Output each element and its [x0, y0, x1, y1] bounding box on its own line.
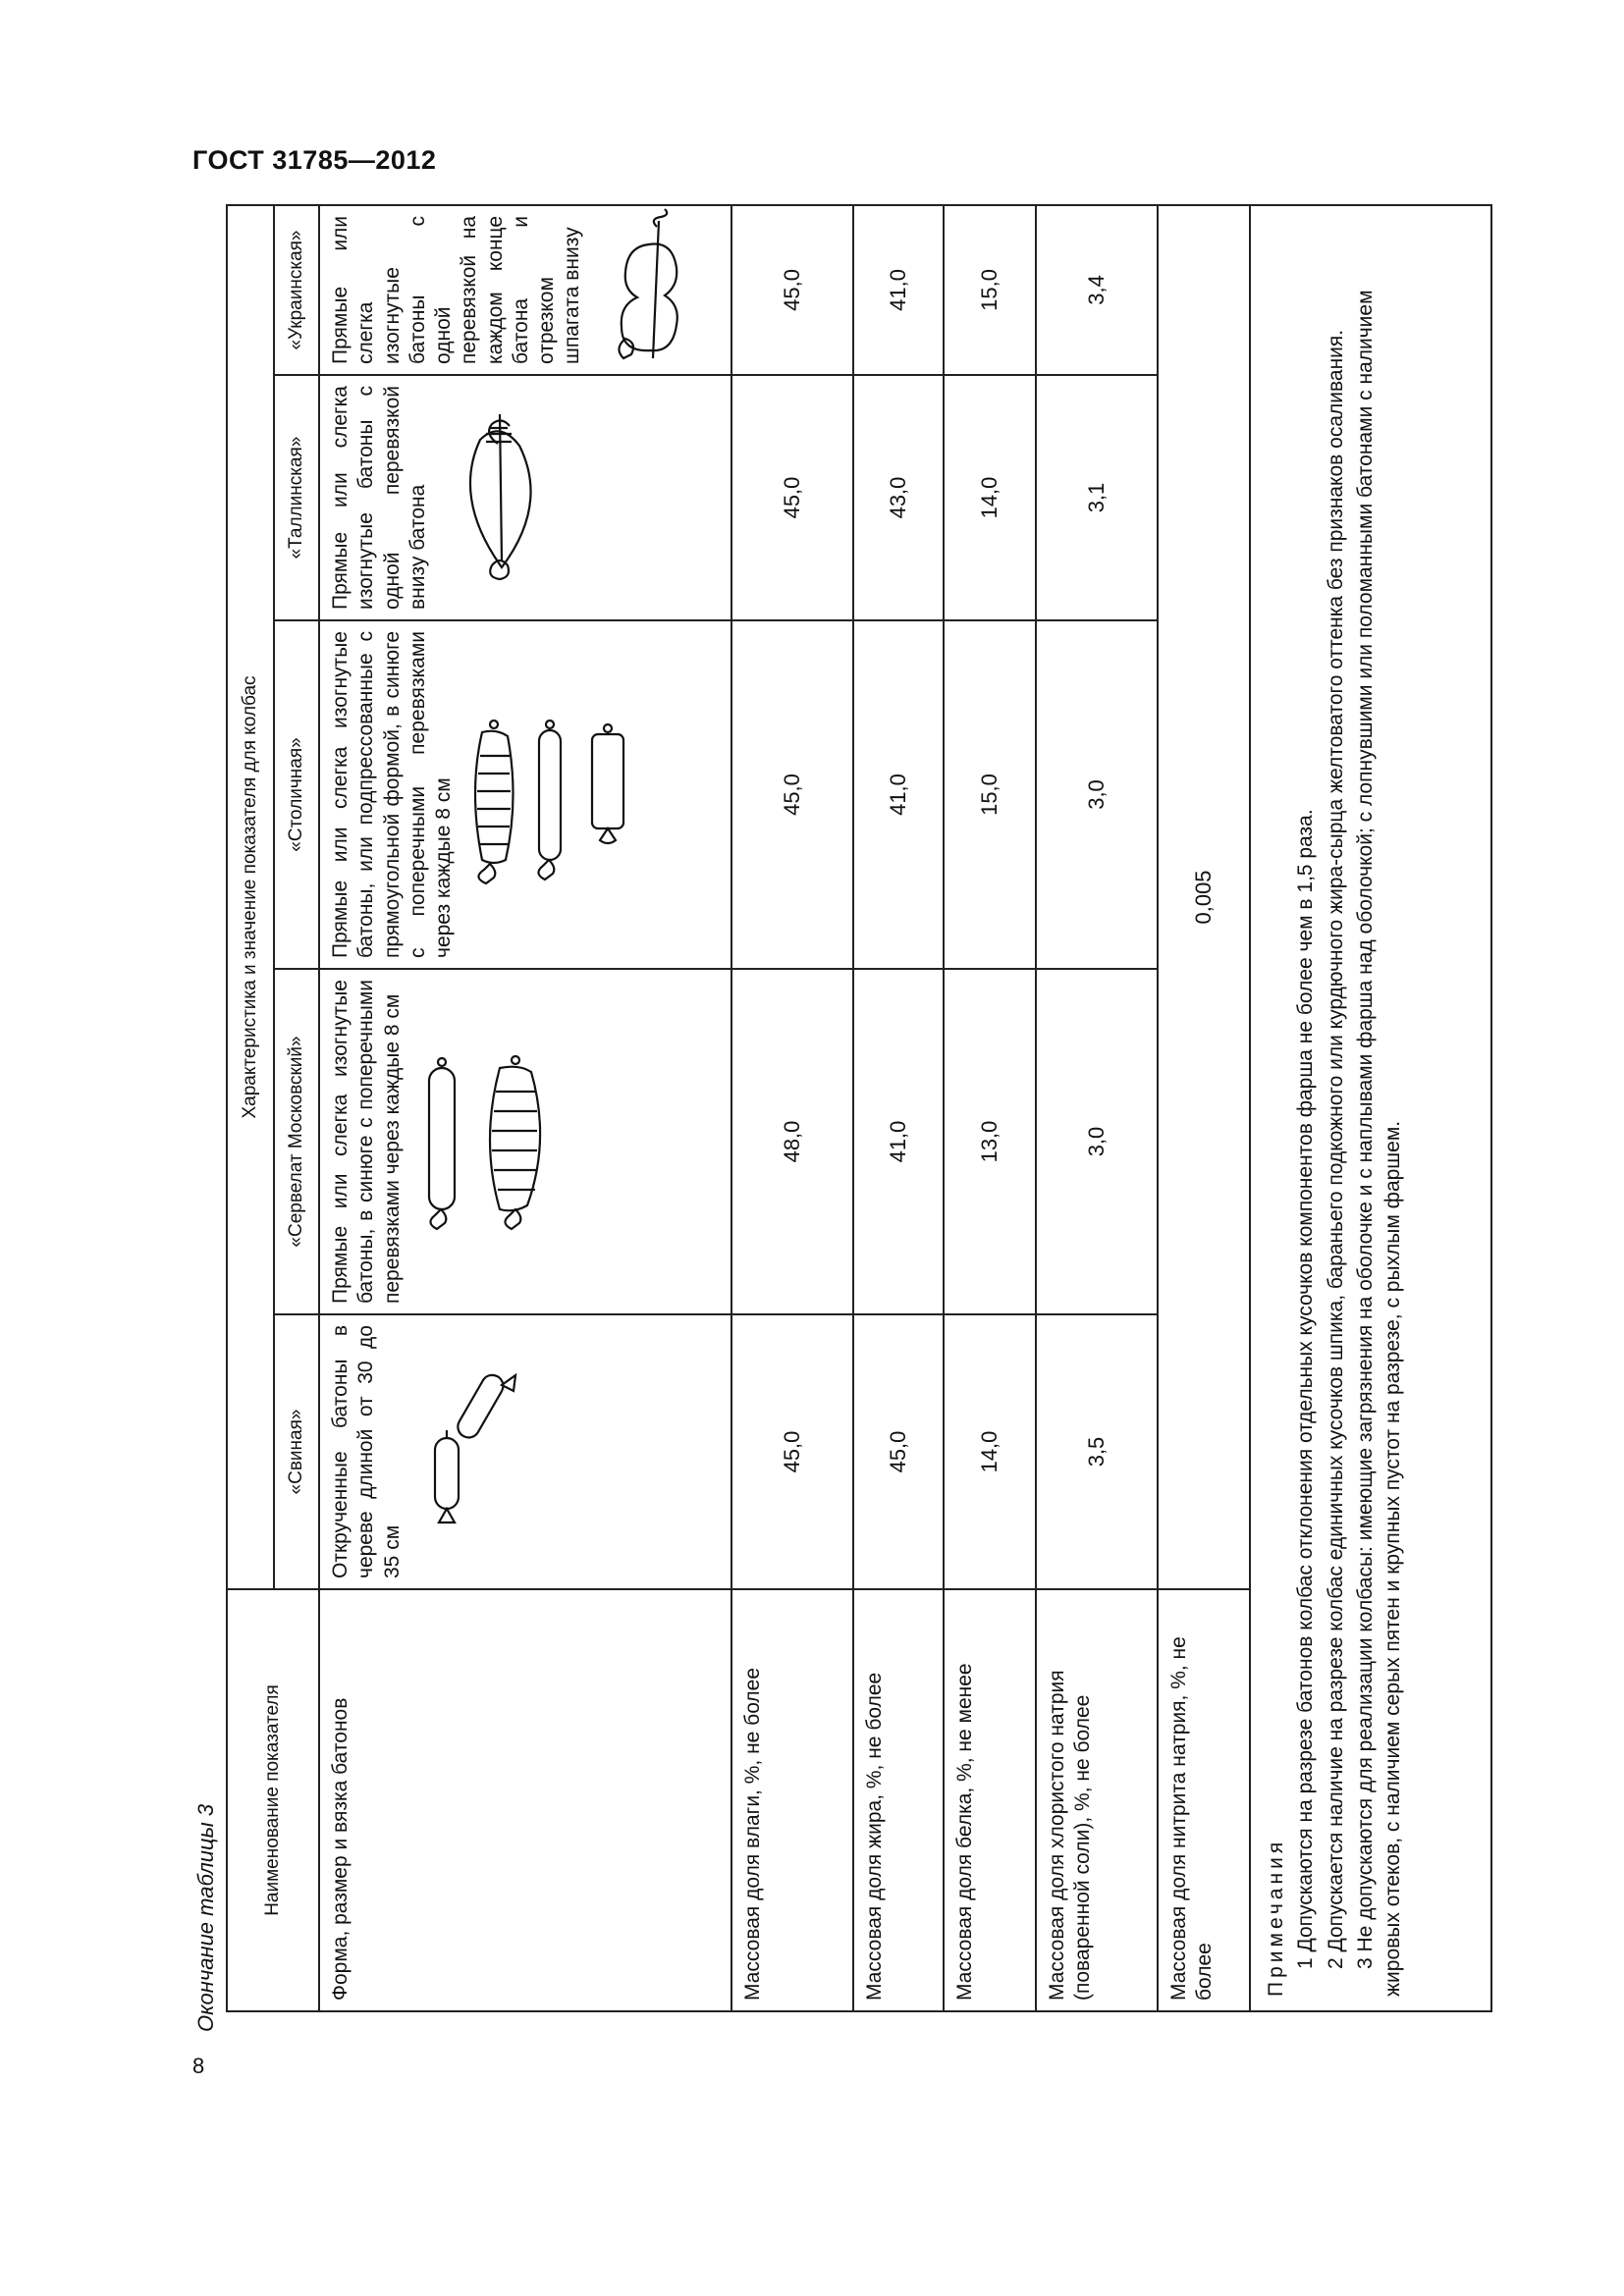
- form-desc-tallinskaya: Прямые или слегка изогнутые батоны с одной перевязкой внизу батона: [329, 386, 429, 610]
- cell-fat-svinaya: 45,0: [853, 1314, 944, 1589]
- form-desc-servelat: Прямые или слегка изогнутые батоны, в синюге с поперечными перевязками через каждые 8 см: [329, 980, 404, 1304]
- cell-salt-servelat: 3,0: [1036, 969, 1158, 1314]
- form-desc-ukrainskaya: Прямые или слегка изогнутые батоны с одной перевязкой на каждом конце батона и отрезком шпагата внизу: [329, 215, 584, 364]
- form-cell-tallinskaya: [319, 375, 731, 620]
- form-cell-svinaya: [319, 1314, 731, 1589]
- header-sausage-stolichnaya: «Столичная»: [274, 620, 319, 969]
- form-desc-svinaya: Открученные батоны в черeве длиной от 30 до 35 см: [329, 1325, 404, 1578]
- cell-moisture-servelat: 48,0: [731, 969, 853, 1314]
- header-sausage-tallinskaya: «Таллинская»: [274, 375, 319, 620]
- page-number: 8: [192, 2054, 205, 2078]
- cell-moisture-stolichnaya: 45,0: [731, 620, 853, 969]
- cell-protein-svinaya: 14,0: [944, 1314, 1036, 1589]
- cell-moisture-ukrainskaya: 45,0: [731, 205, 853, 375]
- sausage-quality-table: [226, 204, 1492, 2012]
- tallinskaya-drawing-icon: [441, 386, 566, 610]
- row-name-nitrite: Массовая доля нитрита натрия, %, не более: [1158, 1589, 1250, 2011]
- table-notes: [1250, 205, 1491, 2011]
- cell-fat-servelat: 41,0: [853, 969, 944, 1314]
- cell-salt-tallinskaya: 3,1: [1036, 375, 1158, 620]
- row-name-moisture: Массовая доля влаги, %, не более: [731, 1589, 853, 2011]
- header-group: Характеристика и значение показателя для колбас: [227, 205, 274, 1589]
- header-indicator: Наименование показателя: [227, 1589, 319, 2011]
- notes-title: Примечания: [1265, 1838, 1287, 1997]
- cell-moisture-tallinskaya: 45,0: [731, 375, 853, 620]
- servelat-drawing-icon: [415, 980, 569, 1304]
- cell-nitrite-all: 0,005: [1158, 205, 1250, 1589]
- cell-salt-svinaya: 3,5: [1036, 1314, 1158, 1589]
- cell-salt-ukrainskaya: 3,4: [1036, 205, 1158, 375]
- ukrainskaya-drawing-icon: [596, 216, 721, 364]
- stolichnaya-drawing-icon: [466, 631, 640, 958]
- header-sausage-svinaya: «Свиная»: [274, 1314, 319, 1589]
- cell-protein-stolichnaya: 15,0: [944, 620, 1036, 969]
- form-cell-stolichnaya: [319, 620, 731, 969]
- rotated-table-block: [187, 187, 1483, 2032]
- cell-fat-tallinskaya: 43,0: [853, 375, 944, 620]
- document-header: ГОСТ 31785—2012: [192, 145, 437, 175]
- row-name-protein: Массовая доля белка, %, не менее: [944, 1589, 1036, 2011]
- cell-moisture-svinaya: 45,0: [731, 1314, 853, 1589]
- note-item: 2 Допускается наличие на разрезе колбас единичных кусочков шпика, бараньего подкожного или курдючного жира-сырца желтоватого оттенка без признаков осаливания.: [1324, 329, 1347, 1969]
- header-sausage-ukrainskaya: «Украинская»: [274, 205, 319, 375]
- cell-fat-ukrainskaya: 41,0: [853, 205, 944, 375]
- sausage-links-drawing-icon: [415, 1325, 540, 1578]
- note-item: 1 Допускаются на разрезе батонов колбас отклонения отдельных кусочков компонентов фарша не более чем в 1,5 раза.: [1294, 809, 1318, 1969]
- form-cell-ukrainskaya: [319, 205, 731, 375]
- cell-fat-stolichnaya: 41,0: [853, 620, 944, 969]
- cell-protein-ukrainskaya: 15,0: [944, 205, 1036, 375]
- cell-salt-stolichnaya: 3,0: [1036, 620, 1158, 969]
- note-item: 3 Не допускаются для реализации колбасы: имеющие загрязнения на оболочке и с наплывами фарша над оболочкой; с лопнувшими или поломанными батонами с наличием жировых отеков, с наличием серых пятен и крупных пустот на разрезе, с рыхлым фаршем.: [1354, 290, 1405, 1997]
- table-continuation-caption: Окончание таблицы 3: [193, 1803, 218, 2032]
- row-name-fat: Массовая доля жира, %, не более: [853, 1589, 944, 2011]
- form-cell-servelat: [319, 969, 731, 1314]
- row-name-salt: Массовая доля хлористого натрия (поваренной соли), %, не более: [1036, 1589, 1158, 2011]
- row-name-form: Форма, размер и вязка батонов: [319, 1589, 731, 2011]
- cell-protein-tallinskaya: 14,0: [944, 375, 1036, 620]
- cell-protein-servelat: 13,0: [944, 969, 1036, 1314]
- form-desc-stolichnaya: Прямые или слегка изогнутые батоны, или подпрессованные с прямоугольной формой, в синюге с поперечными перевязками через каждые 8 см: [329, 631, 455, 958]
- header-sausage-servelat: «Сервелат Московский»: [274, 969, 319, 1314]
